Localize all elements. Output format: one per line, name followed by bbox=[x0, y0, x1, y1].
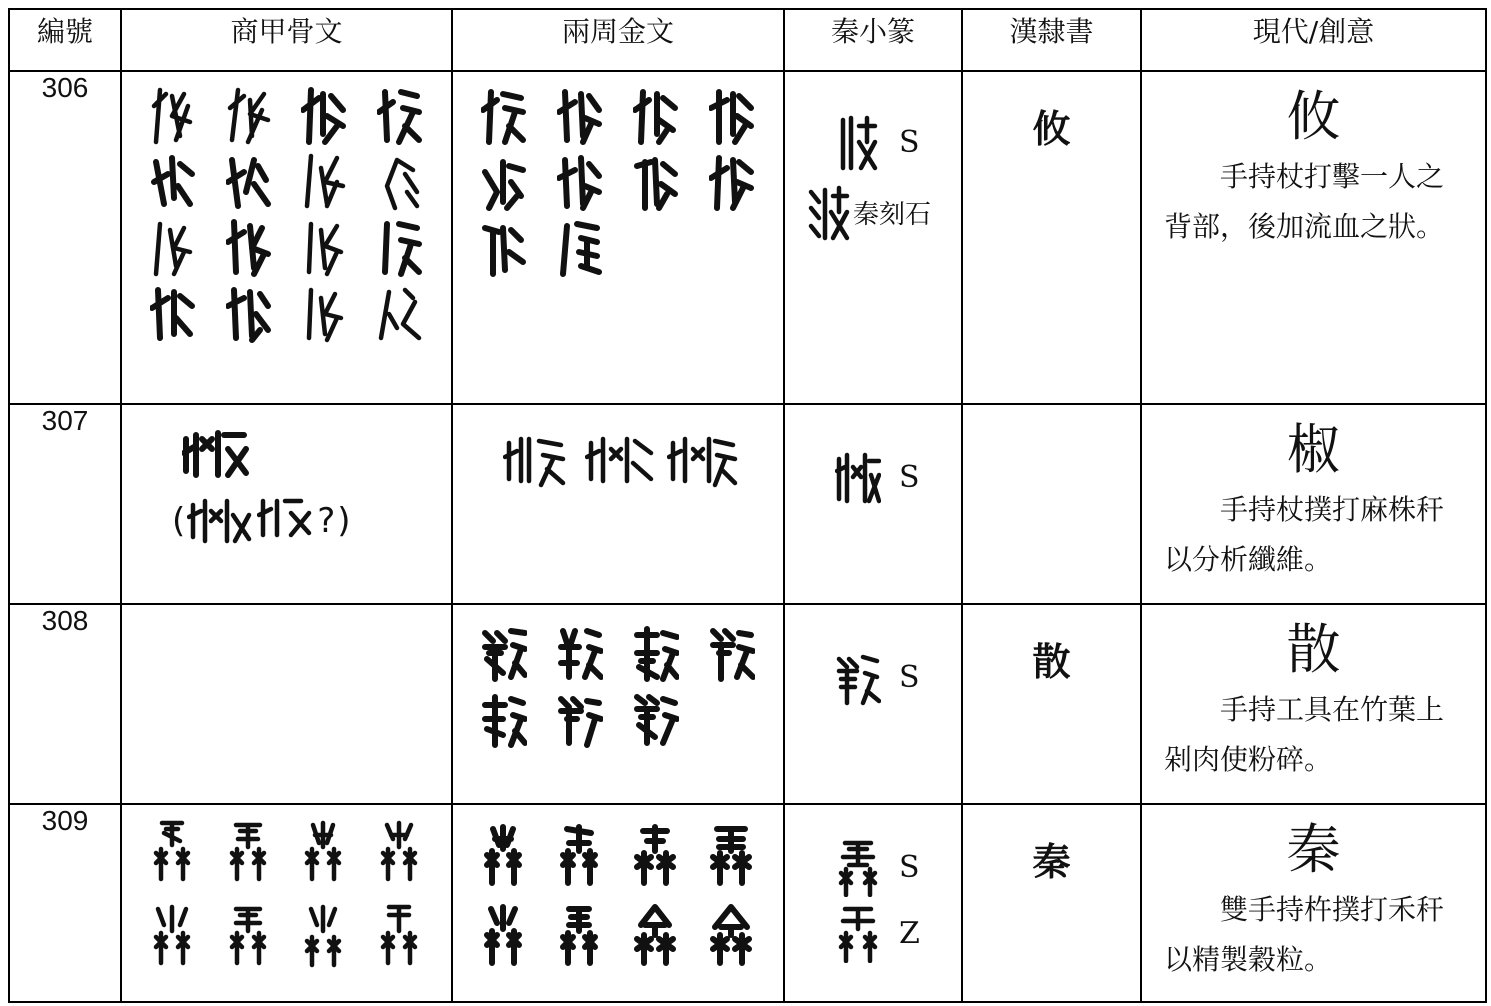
bronze-glyph bbox=[549, 152, 611, 212]
oracle-glyph bbox=[218, 903, 280, 973]
clerical-char: 散 bbox=[1032, 640, 1071, 684]
bronze-glyphs bbox=[453, 405, 783, 489]
seal-entry bbox=[785, 182, 961, 242]
oracle-glyph bbox=[294, 819, 356, 889]
small-seal-cell bbox=[784, 71, 962, 404]
oracle-glyph bbox=[218, 86, 280, 146]
bronze-glyph bbox=[549, 903, 611, 969]
table-row bbox=[9, 404, 1486, 604]
row-number: 308 bbox=[9, 604, 121, 804]
description: 手持杖撲打麻株秆以分析纖維。 bbox=[1164, 493, 1445, 576]
seal-entry bbox=[785, 447, 961, 507]
oracle-bone-cell bbox=[121, 404, 452, 604]
header-clerical: 漢隸書 bbox=[962, 9, 1141, 71]
table-row bbox=[9, 804, 1486, 1002]
description: 手持工具在竹葉上剁肉使粉碎。 bbox=[1164, 693, 1445, 776]
oracle-glyph bbox=[218, 284, 280, 344]
clerical-char: 秦 bbox=[1032, 840, 1071, 884]
bronze-glyph bbox=[473, 689, 535, 749]
bronze-glyphs bbox=[453, 805, 783, 983]
bronze-glyph bbox=[625, 86, 687, 146]
oracle-bone-cell bbox=[121, 804, 452, 1002]
oracle-glyph bbox=[182, 425, 252, 485]
oracle-bone-cell bbox=[121, 604, 452, 804]
oracle-glyph bbox=[218, 152, 280, 212]
clerical-cell bbox=[962, 804, 1141, 1002]
bronze-glyph bbox=[549, 218, 611, 278]
oracle-bone-cell bbox=[121, 71, 452, 404]
bronze-glyph bbox=[625, 903, 687, 969]
seal-entry bbox=[785, 647, 961, 707]
seal-source-tag: S bbox=[899, 659, 920, 695]
modern-char: 散 bbox=[1286, 618, 1341, 681]
seal-glyph bbox=[805, 182, 851, 242]
oracle-glyph bbox=[369, 903, 431, 973]
modern-char: 攸 bbox=[1286, 85, 1341, 148]
header-bronze: 兩周金文 bbox=[452, 9, 784, 71]
bronze-glyph bbox=[549, 86, 611, 146]
table-row bbox=[9, 604, 1486, 804]
oracle-glyph bbox=[294, 152, 356, 212]
seal-source-tag: S bbox=[899, 849, 920, 885]
modern-char: 秦 bbox=[1286, 818, 1341, 881]
oracle-glyph bbox=[369, 819, 431, 889]
oracle-glyph bbox=[369, 86, 431, 146]
note-open-paren: ( bbox=[172, 501, 188, 541]
clerical-char bbox=[963, 405, 1140, 431]
oracle-glyph bbox=[369, 152, 431, 212]
bronze-glyph bbox=[549, 823, 611, 889]
oracle-glyph bbox=[187, 491, 257, 551]
bronze-glyph bbox=[701, 623, 763, 683]
bronze-glyph bbox=[701, 152, 763, 212]
header-oracle-bone: 商甲骨文 bbox=[121, 9, 452, 71]
modern-char: 椒 bbox=[1286, 418, 1341, 481]
header-number: 編號 bbox=[9, 9, 121, 71]
oracle-glyph bbox=[369, 218, 431, 278]
seal-glyph bbox=[835, 903, 881, 963]
bronze-glyph bbox=[625, 823, 687, 889]
oracle-glyph bbox=[142, 152, 204, 212]
bronze-glyph bbox=[585, 429, 661, 489]
clerical-cell bbox=[962, 404, 1141, 604]
bronze-glyphs bbox=[453, 605, 783, 763]
row-number: 306 bbox=[9, 71, 121, 404]
oracle-glyph bbox=[218, 218, 280, 278]
table-row bbox=[9, 71, 1486, 404]
oracle-glyph bbox=[142, 284, 204, 344]
seal-glyph bbox=[835, 837, 881, 897]
bronze-glyph bbox=[549, 623, 611, 683]
bronze-glyph bbox=[473, 623, 535, 683]
oracle-glyph bbox=[142, 86, 204, 146]
bronze-glyph bbox=[701, 86, 763, 146]
bronze-glyph bbox=[701, 823, 763, 889]
small-seal-cell bbox=[784, 804, 962, 1002]
seal-source-tag: S bbox=[899, 459, 920, 495]
oracle-glyph bbox=[294, 284, 356, 344]
clerical-cell bbox=[962, 71, 1141, 404]
bronze-glyph bbox=[473, 86, 535, 146]
seal-source-name: 秦刻石 bbox=[853, 199, 932, 230]
oracle-glyph bbox=[142, 819, 204, 889]
modern-cell bbox=[1141, 71, 1486, 404]
oracle-bone-glyphs bbox=[122, 805, 451, 987]
modern-cell bbox=[1141, 604, 1486, 804]
modern-cell bbox=[1141, 804, 1486, 1002]
bronze-glyph bbox=[625, 152, 687, 212]
clerical-char: 攸 bbox=[1032, 107, 1071, 151]
bronze-glyph bbox=[701, 903, 763, 969]
bronze-glyph bbox=[667, 429, 743, 489]
clerical-cell bbox=[962, 604, 1141, 804]
seal-glyph bbox=[835, 447, 881, 507]
bronze-glyph bbox=[473, 903, 535, 969]
seal-glyph bbox=[835, 112, 881, 172]
header-row bbox=[9, 9, 1486, 71]
bronze-glyph bbox=[625, 623, 687, 683]
seal-glyph bbox=[835, 647, 881, 707]
header-small-seal: 秦小篆 bbox=[784, 9, 962, 71]
seal-entry bbox=[785, 837, 961, 897]
bronze-glyphs bbox=[453, 72, 783, 292]
bronze-cell bbox=[452, 71, 784, 404]
character-evolution-table bbox=[8, 8, 1487, 1003]
bronze-glyph bbox=[625, 689, 687, 749]
oracle-glyph bbox=[294, 86, 356, 146]
note-close-paren: ?) bbox=[317, 501, 353, 541]
oracle-bone-glyphs bbox=[122, 405, 451, 485]
oracle-note bbox=[122, 485, 451, 551]
bronze-cell bbox=[452, 604, 784, 804]
bronze-glyph bbox=[473, 823, 535, 889]
oracle-bone-glyphs bbox=[122, 72, 451, 358]
seal-source-tag: S bbox=[899, 124, 920, 160]
oracle-glyph bbox=[257, 491, 317, 551]
oracle-glyph bbox=[294, 903, 356, 973]
bronze-glyph bbox=[503, 429, 579, 489]
seal-entry bbox=[785, 903, 961, 963]
small-seal-cell bbox=[784, 604, 962, 804]
small-seal-cell bbox=[784, 404, 962, 604]
modern-cell bbox=[1141, 404, 1486, 604]
oracle-glyph bbox=[369, 284, 431, 344]
seal-entry bbox=[785, 112, 961, 172]
oracle-glyph bbox=[218, 819, 280, 889]
oracle-glyph bbox=[142, 218, 204, 278]
row-number: 307 bbox=[9, 404, 121, 604]
bronze-cell bbox=[452, 404, 784, 604]
seal-source-tag: Z bbox=[899, 915, 920, 951]
oracle-glyph bbox=[294, 218, 356, 278]
oracle-glyph bbox=[142, 903, 204, 973]
bronze-glyph bbox=[473, 218, 535, 278]
row-number: 309 bbox=[9, 804, 121, 1002]
description: 手持杖打擊一人之背部，後加流血之狀。 bbox=[1164, 160, 1445, 243]
description: 雙手持杵撲打禾秆以精製穀粒。 bbox=[1164, 893, 1445, 976]
header-modern: 現代/創意 bbox=[1141, 9, 1486, 71]
bronze-glyph bbox=[549, 689, 611, 749]
bronze-cell bbox=[452, 804, 784, 1002]
bronze-glyph bbox=[473, 152, 535, 212]
